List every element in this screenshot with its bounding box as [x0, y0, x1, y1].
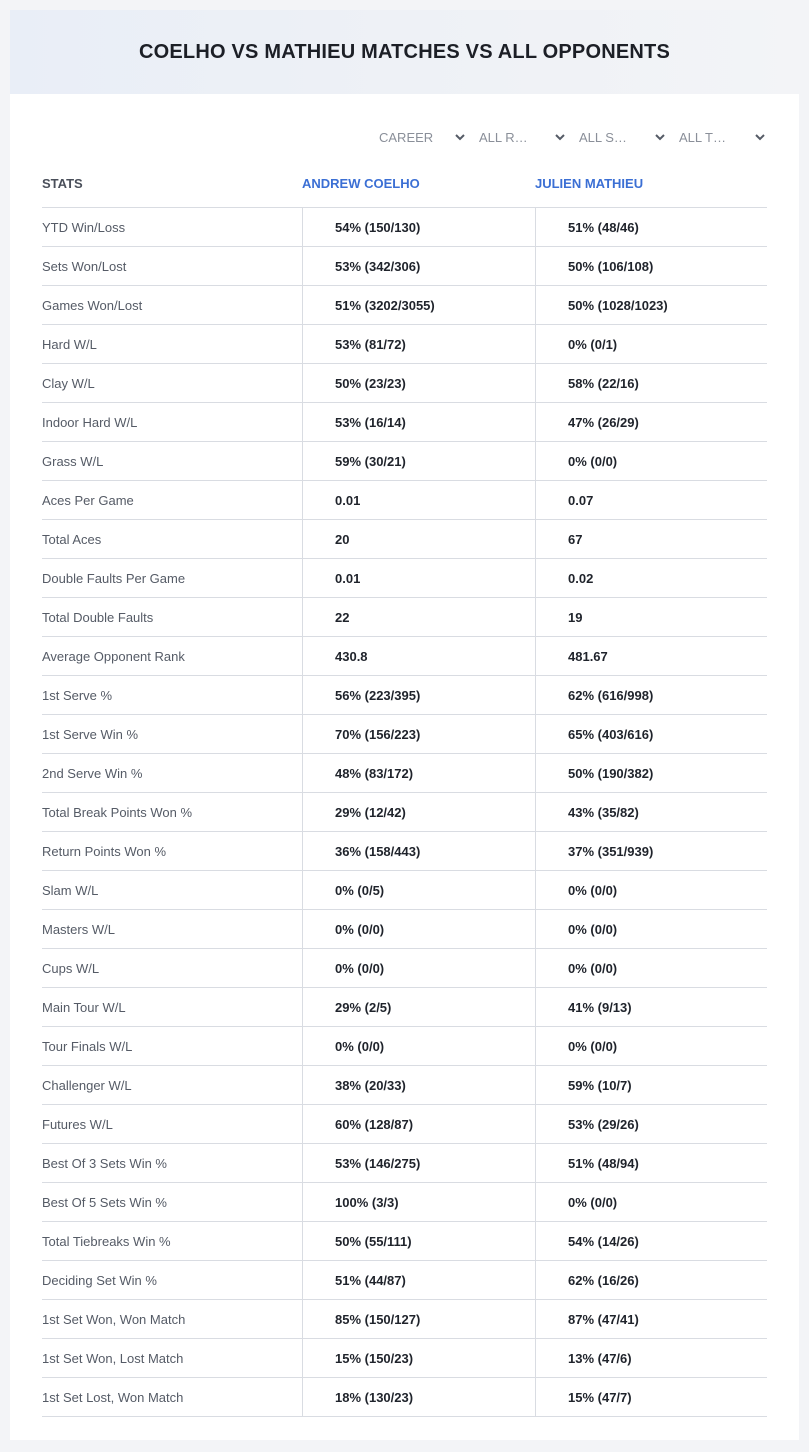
player2-value: 47% (26/29)	[535, 403, 767, 441]
player2-value: 87% (47/41)	[535, 1300, 767, 1338]
stat-label: Challenger W/L	[42, 1077, 132, 1093]
stat-label: Masters W/L	[42, 921, 115, 937]
table-row	[42, 910, 767, 949]
player1-value: 38% (20/33)	[302, 1066, 535, 1104]
table-row	[42, 520, 767, 559]
filter-bar	[367, 126, 767, 148]
player1-value: 53% (81/72)	[302, 325, 535, 363]
player1-value: 18% (130/23)	[302, 1378, 535, 1416]
table-row	[42, 559, 767, 598]
player2-value: 0.02	[535, 559, 767, 597]
player1-value: 53% (16/14)	[302, 403, 535, 441]
player1-value: 53% (342/306)	[302, 247, 535, 285]
player2-value: 0% (0/0)	[535, 871, 767, 909]
table-row	[42, 325, 767, 364]
stat-label: Tour Finals W/L	[42, 1038, 133, 1054]
player1-value: 53% (146/275)	[302, 1144, 535, 1182]
player1-value: 56% (223/395)	[302, 676, 535, 714]
table-row	[42, 754, 767, 793]
stats-table	[42, 160, 767, 1417]
stat-label: 1st Set Won, Lost Match	[42, 1350, 184, 1366]
player2-value: 50% (106/108)	[535, 247, 767, 285]
player1-value: 29% (12/42)	[302, 793, 535, 831]
player2-value: 62% (616/998)	[535, 676, 767, 714]
player1-value: 20	[302, 520, 535, 558]
table-row	[42, 403, 767, 442]
player1-value: 0% (0/0)	[302, 910, 535, 948]
player2-value: 13% (47/6)	[535, 1339, 767, 1377]
stat-label: Hard W/L	[42, 336, 97, 352]
stat-label: Total Aces	[42, 531, 102, 547]
table-row	[42, 676, 767, 715]
stat-label: Deciding Set Win %	[42, 1272, 157, 1288]
player2-value: 50% (190/382)	[535, 754, 767, 792]
table-header	[42, 160, 767, 208]
stat-label: Average Opponent Rank	[42, 648, 185, 664]
stat-label: Slam W/L	[42, 882, 99, 898]
player2-value: 15% (47/7)	[535, 1378, 767, 1416]
player1-value: 70% (156/223)	[302, 715, 535, 753]
player1-value: 0% (0/0)	[302, 1027, 535, 1065]
page-title: COELHO VS MATHIEU MATCHES VS ALL OPPONENTS	[138, 40, 671, 63]
stat-label: Sets Won/Lost	[42, 258, 127, 274]
player2-value: 0% (0/0)	[535, 910, 767, 948]
table-row	[42, 442, 767, 481]
player2-value: 51% (48/46)	[535, 208, 767, 246]
table-row	[42, 832, 767, 871]
stat-label: YTD Win/Loss	[42, 219, 126, 235]
table-row	[42, 1222, 767, 1261]
chevron-down-icon	[553, 130, 567, 144]
stat-label: Return Points Won %	[42, 843, 167, 859]
chevron-down-icon	[753, 130, 767, 144]
stat-label: Games Won/Lost	[42, 297, 143, 313]
stat-label: Clay W/L	[42, 375, 95, 391]
player2-value: 19	[535, 598, 767, 636]
table-row	[42, 1144, 767, 1183]
stat-label: Best Of 5 Sets Win %	[42, 1194, 167, 1210]
player1-value: 48% (83/172)	[302, 754, 535, 792]
player2-value: 37% (351/939)	[535, 832, 767, 870]
player1-value: 100% (3/3)	[302, 1183, 535, 1221]
table-row	[42, 364, 767, 403]
card-header	[10, 10, 799, 94]
player2-value: 0% (0/0)	[535, 1183, 767, 1221]
table-row	[42, 481, 767, 520]
player1-value: 0.01	[302, 481, 535, 519]
column-header-stats: STATS	[42, 176, 83, 191]
player1-value: 0.01	[302, 559, 535, 597]
player1-value: 85% (150/127)	[302, 1300, 535, 1338]
player2-value: 0% (0/0)	[535, 1027, 767, 1065]
table-row	[42, 1027, 767, 1066]
table-body	[42, 208, 767, 1417]
filter-label: ALL R…	[479, 129, 528, 145]
player1-value: 0% (0/5)	[302, 871, 535, 909]
chevron-down-icon	[453, 130, 467, 144]
stat-label: Double Faults Per Game	[42, 570, 186, 586]
stat-label: 1st Serve %	[42, 687, 113, 703]
chevron-down-icon	[653, 130, 667, 144]
player2-value: 67	[535, 520, 767, 558]
player1-value: 430.8	[302, 637, 535, 675]
player1-value: 59% (30/21)	[302, 442, 535, 480]
table-row	[42, 637, 767, 676]
table-row	[42, 1183, 767, 1222]
player2-value: 43% (35/82)	[535, 793, 767, 831]
stat-label: 1st Serve Win %	[42, 726, 139, 742]
table-row	[42, 1378, 767, 1417]
filter-label: ALL T…	[679, 129, 726, 145]
filter-round[interactable]	[467, 126, 567, 148]
stat-label: Indoor Hard W/L	[42, 414, 138, 430]
table-row	[42, 988, 767, 1027]
player2-value: 65% (403/616)	[535, 715, 767, 753]
filter-period[interactable]	[367, 126, 467, 148]
player2-value: 0.07	[535, 481, 767, 519]
stat-label: Total Tiebreaks Win %	[42, 1233, 171, 1249]
player2-value: 0% (0/0)	[535, 442, 767, 480]
player1-value: 50% (23/23)	[302, 364, 535, 402]
stat-label: Total Double Faults	[42, 609, 154, 625]
table-row	[42, 1066, 767, 1105]
stat-label: Futures W/L	[42, 1116, 113, 1132]
player1-value: 29% (2/5)	[302, 988, 535, 1026]
player2-value: 41% (9/13)	[535, 988, 767, 1026]
player1-value: 51% (44/87)	[302, 1261, 535, 1299]
stats-card	[10, 10, 799, 1440]
player2-value: 481.67	[535, 637, 767, 675]
player1-value: 51% (3202/3055)	[302, 286, 535, 324]
table-row	[42, 208, 767, 247]
stat-label: Cups W/L	[42, 960, 100, 976]
stat-label: Total Break Points Won %	[42, 804, 193, 820]
player1-value: 50% (55/111)	[302, 1222, 535, 1260]
table-row	[42, 871, 767, 910]
player2-value: 58% (22/16)	[535, 364, 767, 402]
player2-value: 53% (29/26)	[535, 1105, 767, 1143]
player2-value: 0% (0/0)	[535, 949, 767, 987]
player2-value: 62% (16/26)	[535, 1261, 767, 1299]
filter-tournament[interactable]	[667, 126, 767, 148]
player1-value: 22	[302, 598, 535, 636]
filter-label: CAREER	[379, 129, 434, 145]
table-row	[42, 286, 767, 325]
player2-value: 59% (10/7)	[535, 1066, 767, 1104]
player1-value: 0% (0/0)	[302, 949, 535, 987]
player2-value: 54% (14/26)	[535, 1222, 767, 1260]
table-row	[42, 949, 767, 988]
table-row	[42, 1261, 767, 1300]
stat-label: Best Of 3 Sets Win %	[42, 1155, 167, 1171]
table-row	[42, 598, 767, 637]
table-row	[42, 1300, 767, 1339]
stat-label: Grass W/L	[42, 453, 104, 469]
player1-value: 54% (150/130)	[302, 208, 535, 246]
player2-value: 51% (48/94)	[535, 1144, 767, 1182]
filter-surface[interactable]	[567, 126, 667, 148]
filter-label: ALL S…	[579, 129, 627, 145]
stat-label: 1st Set Won, Won Match	[42, 1311, 186, 1327]
table-row	[42, 247, 767, 286]
stat-label: Main Tour W/L	[42, 999, 126, 1015]
table-row	[42, 1339, 767, 1378]
player1-value: 36% (158/443)	[302, 832, 535, 870]
table-row	[42, 715, 767, 754]
column-header-player2[interactable]: JULIEN MATHIEU	[535, 176, 644, 191]
table-row	[42, 793, 767, 832]
player1-value: 15% (150/23)	[302, 1339, 535, 1377]
player2-value: 50% (1028/1023)	[535, 286, 767, 324]
column-header-player1[interactable]: ANDREW COELHO	[302, 176, 420, 191]
table-row	[42, 1105, 767, 1144]
stat-label: Aces Per Game	[42, 492, 134, 508]
player1-value: 60% (128/87)	[302, 1105, 535, 1143]
player2-value: 0% (0/1)	[535, 325, 767, 363]
stat-label: 1st Set Lost, Won Match	[42, 1389, 184, 1405]
stat-label: 2nd Serve Win %	[42, 765, 143, 781]
